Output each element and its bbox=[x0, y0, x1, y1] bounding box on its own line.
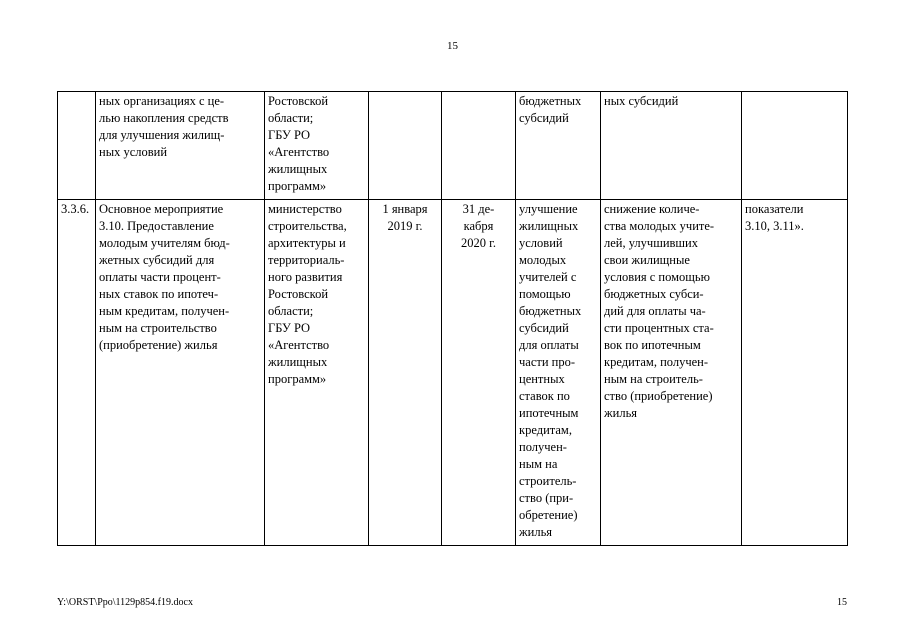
text-line: оплаты части процент- bbox=[99, 270, 221, 284]
text-line: бюджетных bbox=[519, 304, 582, 318]
text-line: субсидий bbox=[519, 321, 569, 335]
footer-file-path: Y:\ORST\Ppo\1129p854.f19.docx bbox=[57, 597, 193, 608]
text-line: свои жилищные bbox=[604, 253, 690, 267]
cell-indicators bbox=[742, 92, 848, 200]
text-line: молодых bbox=[519, 253, 567, 267]
text-line: ства молодых учите- bbox=[604, 219, 715, 233]
text-line: ство (при- bbox=[519, 491, 574, 505]
cell-indicators bbox=[742, 200, 848, 546]
text-line: ипотечным bbox=[519, 406, 579, 420]
text-line: части про- bbox=[519, 355, 576, 369]
text-line: программ» bbox=[268, 179, 327, 193]
text-line: области; bbox=[268, 304, 314, 318]
text-line: снижение количе- bbox=[604, 202, 700, 216]
cell-start bbox=[369, 200, 442, 546]
cell-start bbox=[369, 92, 442, 200]
text-line: для оплаты bbox=[519, 338, 579, 352]
cell-short-result bbox=[516, 200, 601, 546]
cell-num bbox=[58, 92, 96, 200]
text-line: программ» bbox=[268, 372, 327, 386]
text-line: центных bbox=[519, 372, 565, 386]
text-line: для улучшения жилищ- bbox=[99, 128, 225, 142]
cell-executor bbox=[265, 92, 369, 200]
text-line: Ростовской bbox=[268, 287, 329, 301]
footer-page-number: 15 bbox=[837, 597, 847, 608]
text-line: ным кредитам, получен- bbox=[99, 304, 230, 318]
text-line: ГБУ РО bbox=[268, 128, 311, 142]
text-line: ным на bbox=[519, 457, 558, 471]
cell-short-result bbox=[516, 92, 601, 200]
cell-name bbox=[96, 200, 265, 546]
cell-name bbox=[96, 92, 265, 200]
text-line: жилья bbox=[519, 525, 553, 539]
text-line: 2019 г. bbox=[387, 219, 423, 233]
text-line: кабря bbox=[463, 219, 494, 233]
text-line: 31 де- bbox=[462, 202, 495, 216]
text-line: 2020 г. bbox=[461, 236, 496, 250]
text-line: кредитам, получен- bbox=[604, 355, 709, 369]
table-row bbox=[58, 200, 848, 546]
text-line: молодым учителям бюд- bbox=[99, 236, 230, 250]
text-line: ных субсидий bbox=[604, 94, 679, 108]
text-line: субсидий bbox=[519, 111, 569, 125]
text-line: области; bbox=[268, 111, 314, 125]
text-line: вок по ипотечным bbox=[604, 338, 701, 352]
text-line: улучшение bbox=[519, 202, 578, 216]
text-line: архитектуры и bbox=[268, 236, 346, 250]
text-line: ных ставок по ипотеч- bbox=[99, 287, 219, 301]
text-line: показатели bbox=[745, 202, 804, 216]
text-line: «Агентство bbox=[268, 338, 330, 352]
text-line: лью накопления средств bbox=[99, 111, 229, 125]
text-line: Ростовской bbox=[268, 94, 329, 108]
text-line: дий для оплаты ча- bbox=[604, 304, 706, 318]
text-line: жилья bbox=[604, 406, 638, 420]
text-line: ставок по bbox=[519, 389, 570, 403]
text-line: «Агентство bbox=[268, 145, 330, 159]
text-line: ным на строительство bbox=[99, 321, 217, 335]
text-line: жетных субсидий для bbox=[99, 253, 215, 267]
text-line: ГБУ РО bbox=[268, 321, 311, 335]
text-line: министерство bbox=[268, 202, 342, 216]
cell-long-result bbox=[601, 92, 742, 200]
text-line: ным на строитель- bbox=[604, 372, 703, 386]
text-line: бюджетных субси- bbox=[604, 287, 704, 301]
text-line: Основное мероприятие bbox=[99, 202, 224, 216]
text-line: 3.10, 3.11». bbox=[745, 219, 804, 233]
text-line: ного развития bbox=[268, 270, 343, 284]
text-line: 3.10. Предоставление bbox=[99, 219, 214, 233]
text-line: помощью bbox=[519, 287, 571, 301]
table-row bbox=[58, 92, 848, 200]
text-line: обретение) bbox=[519, 508, 578, 522]
text-line: учителей с bbox=[519, 270, 577, 284]
text-line: ство (приобретение) bbox=[604, 389, 713, 403]
text-line: строительства, bbox=[268, 219, 347, 233]
text-line: жилищных bbox=[268, 162, 328, 176]
text-line: лей, улучшивших bbox=[604, 236, 698, 250]
text-line: территориаль- bbox=[268, 253, 345, 267]
text-line: получен- bbox=[519, 440, 567, 454]
page-number-top: 15 bbox=[447, 40, 458, 52]
text-line: жилищных bbox=[519, 219, 579, 233]
text-line: (приобретение) жилья bbox=[99, 338, 218, 352]
text-line: сти процентных ста- bbox=[604, 321, 714, 335]
cell-long-result bbox=[601, 200, 742, 546]
text-line: жилищных bbox=[268, 355, 328, 369]
cell-end bbox=[442, 92, 516, 200]
text-line: ных организациях с це- bbox=[99, 94, 225, 108]
text-line: бюджетных bbox=[519, 94, 582, 108]
cell-num: 3.3.6. bbox=[58, 200, 96, 546]
text-line: кредитам, bbox=[519, 423, 572, 437]
text-line: строитель- bbox=[519, 474, 577, 488]
text-line: ных условий bbox=[99, 145, 168, 159]
text-line: условия с помощью bbox=[604, 270, 710, 284]
cell-executor bbox=[265, 200, 369, 546]
cell-end bbox=[442, 200, 516, 546]
text-line: 1 января bbox=[382, 202, 428, 216]
text-line: условий bbox=[519, 236, 563, 250]
document-table bbox=[57, 91, 848, 546]
